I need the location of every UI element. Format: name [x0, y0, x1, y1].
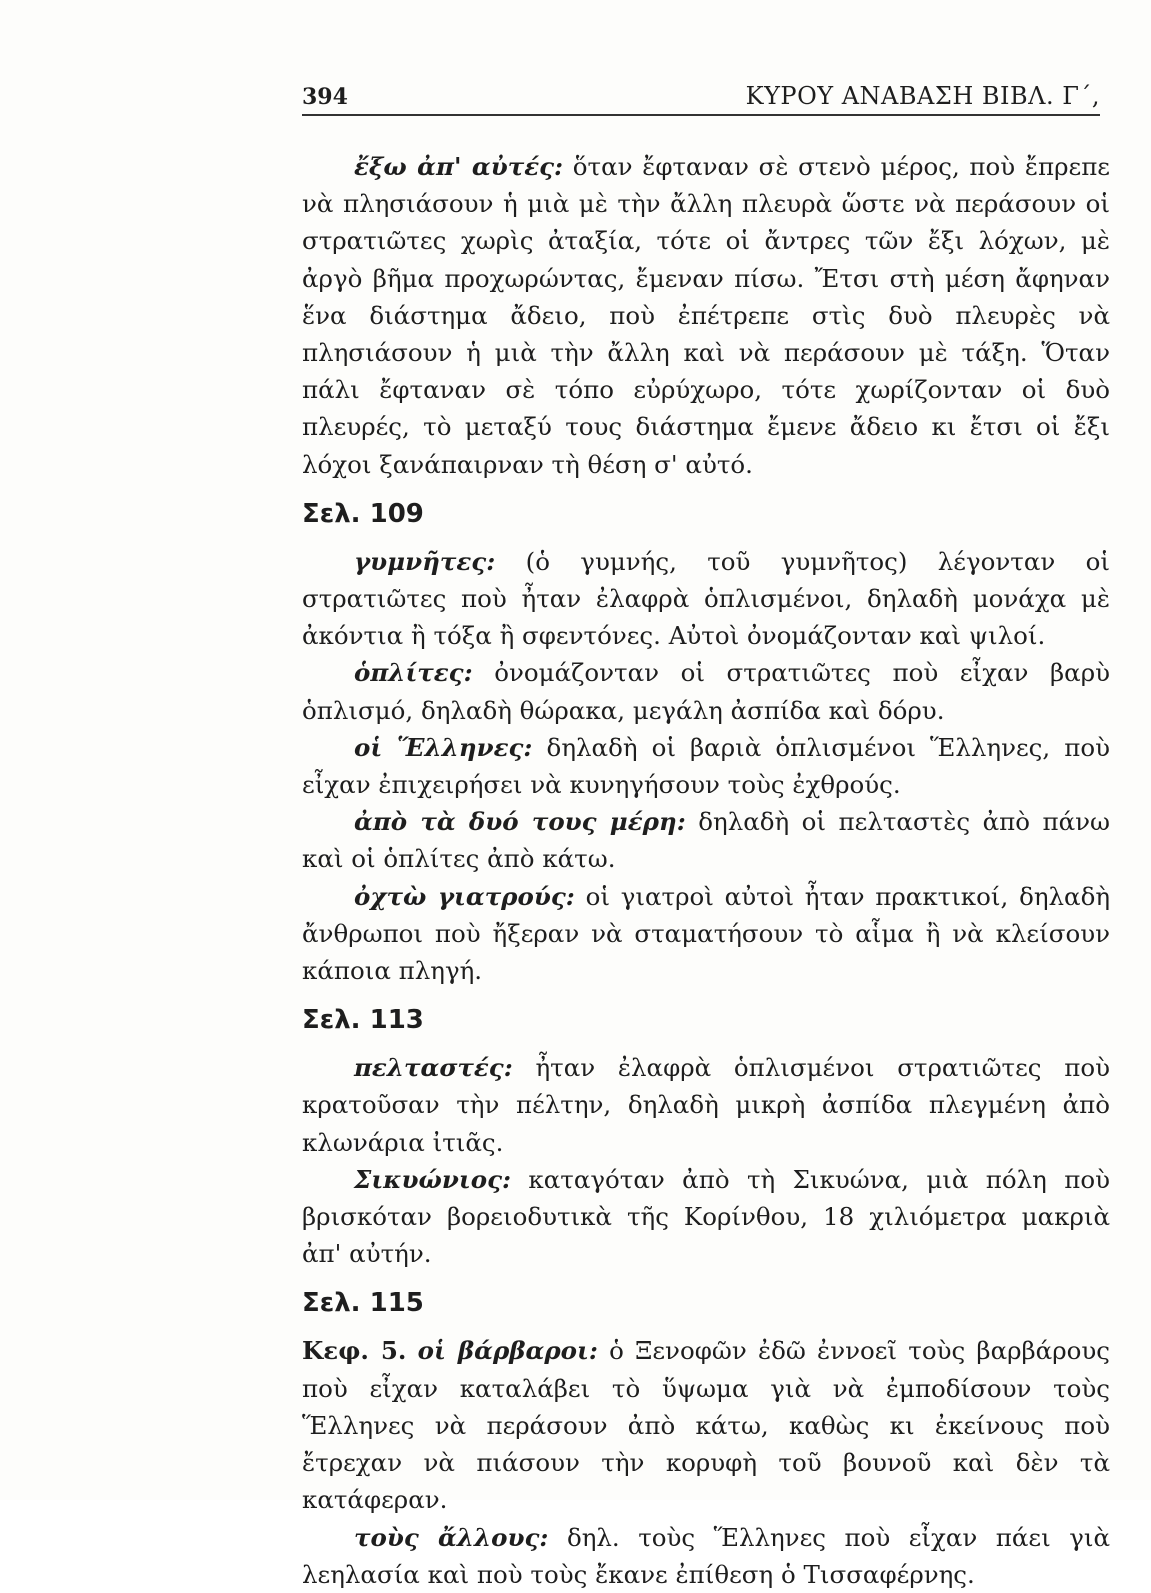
gloss-text: ὁ Ξενοφῶν ἐδῶ ἐννοεῖ τοὺς βαρβάρους ποὺ εἶχαν καταλάβει τὸ ὕψωμα γιὰ νὰ ἐμποδίσουν τοὺς Ἕλληνες νὰ περάσουν ἀπὸ κάτω, καθὼς κι ἐκείνους ποὺ ἔτρεχαν νὰ πιάσουν τὴν κορυφὴ τοῦ βουνοῦ καὶ δὲν τὰ κατάφεραν.	[302, 1336, 1110, 1515]
gloss-term: τοὺς ἄλλους:	[354, 1522, 549, 1552]
section-heading: Σελ. 109	[302, 498, 424, 529]
gloss-text: δηλαδὴ οἱ βαριὰ ὁπλισμένοι Ἕλληνες, ποὺ εἶχαν ἐπιχειρήσει νὰ κυνηγήσουν τοὺς ἐχθρούς.	[302, 732, 1111, 800]
gloss-term: ὀχτὼ γιατρούς:	[354, 881, 575, 911]
gloss-term: οἱ Ἕλληνες:	[354, 732, 533, 762]
gloss-text: ὀνομάζονταν οἱ στρατιῶτες ποὺ εἶχαν βαρὺ ὁπλισμό, δηλαδὴ θώρακα, μεγάλη ἀσπίδα καὶ δόρυ.	[302, 658, 1110, 725]
gloss-entry	[302, 1161, 1110, 1273]
gloss-term: ἀπὸ τὰ δυό τους μέρη:	[354, 807, 686, 837]
gloss-text: δηλ. τοὺς Ἕλληνες ποὺ εἶχαν πάει γιὰ λεηλασία καὶ ποὺ τοὺς ἔκανε ἐπίθεση ὁ Τισσαφέρνης.	[302, 1522, 1110, 1589]
gloss-text: δηλαδὴ οἱ πελταστὲς ἀπὸ πάνω καὶ οἱ ὁπλίτες ἀπὸ κάτω.	[302, 807, 1110, 874]
gloss-entry	[302, 1332, 1110, 1518]
gloss-term: οἱ βάρβαροι:	[417, 1336, 598, 1366]
gloss-term: πελταστές:	[354, 1053, 513, 1083]
gloss-term: ἔξω ἀπ' αὐτές:	[354, 152, 564, 181]
chapter-label: Κεφ. 5.	[302, 1336, 407, 1366]
gloss-entry	[302, 1049, 1110, 1161]
page-body	[302, 148, 1110, 1593]
gloss-term: ὁπλίτες:	[354, 658, 473, 688]
intro-paragraph	[302, 148, 1110, 483]
gloss-entry	[302, 543, 1110, 655]
section-heading: Σελ. 113	[302, 1005, 424, 1036]
gloss-text: (ὁ γυμνής, τοῦ γυμνῆτος) λέγονταν οἱ στρατιῶτες ποὺ ἦταν ἐλαφρὰ ὁπλισμένοι, δηλαδὴ μονάχα μὲ ἀκόντια ἢ τόξα ἢ σφεντόνες. Αὐτοὶ ὀνομάζονταν καὶ ψιλοί.	[302, 546, 1110, 651]
gloss-text: οἱ γιατροὶ αὐτοὶ ἦταν πρακτικοί, δηλαδὴ ἄνθρωποι ποὺ ἤξεραν νὰ σταματήσουν τὸ αἷμα ἢ νὰ κλείσουν κάποια πληγή.	[302, 881, 1110, 986]
gloss-term: Σικυώνιος:	[354, 1164, 512, 1194]
gloss-entry	[302, 654, 1110, 728]
gloss-text: ἦταν ἐλαφρὰ ὁπλισμένοι στρατιῶτες ποὺ κρατοῦσαν τὴν πέλτην, δηλαδὴ μικρὴ ἀσπίδα πλεγμένη ἀπὸ κλωνάρια ἰτιᾶς.	[302, 1053, 1110, 1157]
gloss-text: ὅταν ἔφταναν σὲ στενὸ μέρος, ποὺ ἔπρεπε νὰ πλησιάσουν ἡ μιὰ μὲ τὴν ἄλλη πλευρὰ ὥστε νὰ περάσουν οἱ στρατιῶτες χωρὶς ἀταξία, τότε οἱ ἄντρες τῶν ἔξι λόχων, μὲ ἀργὸ βῆμα προχωρώντας, ἔμεναν πίσω. Ἔτσι στὴ μέση ἄφηναν ἕνα διάστημα ἄδειο, ποὺ ἐπέτρεπε στὶς δυὸ πλευρὲς νὰ πλησιάσουν ἡ μιὰ τὴν ἄλλη καὶ νὰ περάσουν μὲ τάξη. Ὅταν πάλι ἔφταναν σὲ τόπο εὐρύχωρο, τότε χωρίζονταν οἱ δυὸ πλευρές, τὸ μεταξύ τους διάστημα ἔμενε ἄδειο κι ἔτσι οἱ ἔξι λόχοι ξανάπαιρναν τὴ θέση σ' αὐτό.	[302, 152, 1111, 479]
running-header	[302, 74, 1100, 116]
section-heading: Σελ. 115	[302, 1288, 424, 1319]
gloss-entry	[302, 729, 1110, 803]
gloss-entry	[302, 878, 1110, 990]
page-number: 394	[302, 84, 348, 110]
running-title: ΚΥΡΟΥ ΑΝΑΒΑΣΗ ΒΙΒΛ. Γ΄,	[745, 82, 1100, 110]
gloss-entry	[302, 803, 1110, 877]
gloss-entry	[302, 1519, 1110, 1593]
gloss-term: γυμνῆτες:	[354, 546, 496, 576]
gloss-text: καταγόταν ἀπὸ τὴ Σικυώνα, μιὰ πόλη ποὺ βρισκόταν βορειοδυτικὰ τῆς Κορίνθου, 18 χιλιόμετρα μακριὰ ἀπ' αὐτήν.	[302, 1164, 1110, 1269]
